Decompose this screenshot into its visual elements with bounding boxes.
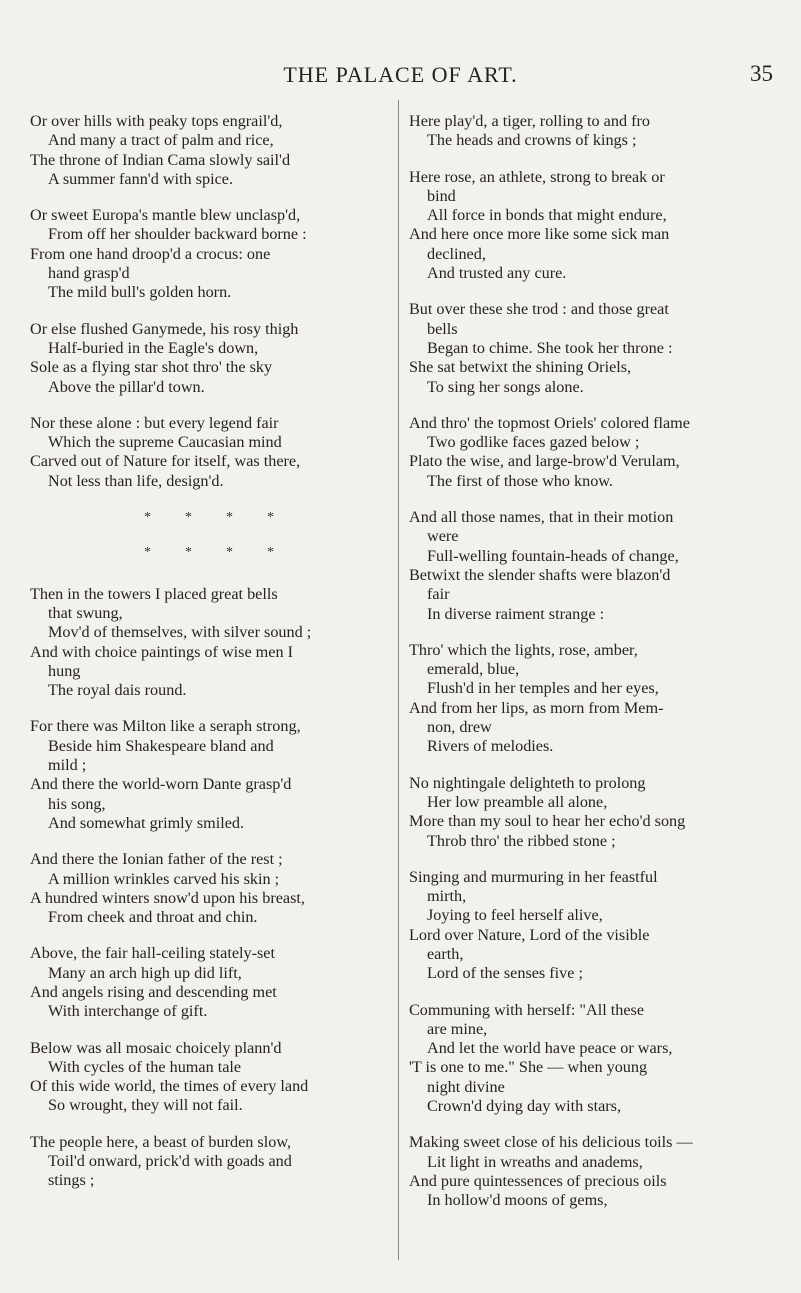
verse-line: Above, the fair hall-ceiling stately-set [30, 944, 275, 963]
verse-line: The people here, a beast of burden slow, [30, 1132, 291, 1151]
verse-line: night divine [427, 1077, 505, 1096]
verse-line: Lord over Nature, Lord of the visible [409, 925, 650, 944]
verse-line: And with choice paintings of wise men I [30, 642, 293, 661]
verse-line: And pure quintessences of precious oils [409, 1171, 667, 1190]
stanza [409, 300, 775, 396]
stanza [30, 717, 392, 833]
asterisk: * [144, 545, 185, 561]
verse-line: Lord of the senses five ; [427, 964, 583, 983]
verse-line: Which the supreme Caucasian mind [48, 433, 282, 452]
verse-line: fair [427, 585, 450, 604]
stanza [409, 414, 775, 491]
section-break-asterisks [60, 543, 392, 562]
verse-line: More than my soul to hear her echo'd song [409, 812, 686, 831]
verse-line: For there was Milton like a seraph strong, [30, 717, 301, 736]
verse-line: stings ; [48, 1171, 95, 1190]
verse-line: Making sweet close of his delicious toils — [409, 1133, 693, 1152]
verse-line: Full-welling fountain-heads of change, [427, 546, 679, 565]
verse-line: Throb thro' the ribbed stone ; [427, 831, 616, 850]
stanza [409, 168, 775, 284]
stanza [30, 585, 392, 701]
stanza [30, 320, 392, 397]
stanza [30, 1133, 392, 1191]
verse-line: In diverse raiment strange : [427, 604, 605, 623]
stanza [409, 508, 775, 624]
stanza [30, 850, 392, 927]
verse-line: mirth, [427, 887, 467, 906]
verse-line: She sat betwixt the shining Oriels, [409, 358, 632, 377]
verse-line: mild ; [48, 756, 87, 775]
stanza [409, 1001, 775, 1117]
verse-line: With interchange of gift. [48, 1002, 208, 1021]
verse-line: Carved out of Nature for itself, was there, [30, 452, 301, 471]
verse-line: And trusted any cure. [427, 264, 567, 283]
verse-line: And there the Ionian father of the rest ; [30, 850, 283, 869]
verse-line: And from her lips, as morn from Mem- [409, 698, 664, 717]
verse-line: And thro' the topmost Oriels' colored flame [409, 413, 690, 432]
verse-line: were [427, 527, 459, 546]
stanza [30, 944, 392, 1021]
verse-line: are mine, [427, 1019, 488, 1038]
verse-line: Sole as a flying star shot thro' the sky [30, 358, 273, 377]
verse-line: Below was all mosaic choicely plann'd [30, 1038, 282, 1057]
verse-line: 'T is one to me." She — when young [409, 1058, 648, 1077]
right-column [409, 112, 775, 1228]
verse-line: Rivers of melodies. [427, 737, 554, 756]
verse-line: Here play'd, a tiger, rolling to and fro [409, 112, 650, 130]
verse-line: bells [427, 319, 458, 338]
verse-line: With cycles of the human tale [48, 1057, 242, 1076]
verse-line: And here once more like some sick man [409, 225, 670, 244]
verse-line: declined, [427, 244, 486, 263]
stanza [30, 414, 392, 491]
verse-line: Began to chime. She took her throne : [427, 338, 673, 357]
verse-line: No nightingale delighteth to prolong [409, 773, 646, 792]
asterisk: * [185, 510, 226, 526]
verse-line: And angels rising and descending met [30, 982, 277, 1001]
verse-line: The mild bull's golden horn. [48, 283, 232, 302]
verse-line: All force in bonds that might endure, [427, 206, 667, 225]
verse-line: But over these she trod : and those great [409, 300, 669, 319]
verse-line: Many an arch high up did lift, [48, 963, 242, 982]
verse-line: Beside him Shakespeare bland and [48, 736, 274, 755]
verse-line: A hundred winters snow'd upon his breast, [30, 888, 305, 907]
verse-line: From off her shoulder backward borne : [48, 225, 307, 244]
stanza [409, 774, 775, 851]
verse-line: Above the pillar'd town. [48, 377, 205, 396]
verse-line: And many a tract of palm and rice, [48, 131, 274, 150]
verse-line: Not less than life, design'd. [48, 471, 224, 490]
running-title: THE PALACE OF ART. [283, 62, 518, 87]
verse-line: A summer fann'd with spice. [48, 169, 233, 188]
verse-line: Crown'd dying day with stars, [427, 1097, 622, 1116]
verse-line: In hollow'd moons of gems, [427, 1191, 608, 1210]
verse-line: hung [48, 661, 81, 680]
verse-line: Nor these alone : but every legend fair [30, 413, 279, 432]
verse-line: non, drew [427, 718, 492, 737]
page-number: 35 [750, 61, 773, 86]
verse-line: Half-buried in the Eagle's down, [48, 338, 259, 357]
asterisk: * [226, 510, 267, 526]
verse-line: Toil'd onward, prick'd with goads and [48, 1152, 292, 1171]
running-head [0, 62, 801, 92]
verse-line: Here rose, an athlete, strong to break or [409, 167, 665, 186]
verse-line: Thro' which the lights, rose, amber, [409, 640, 638, 659]
stanza [409, 112, 775, 151]
verse-line: Communing with herself: "All these [409, 1000, 645, 1019]
verse-line: To sing her songs alone. [427, 377, 584, 396]
verse-line: Her low preamble all alone, [427, 792, 608, 811]
asterisk: * [267, 510, 308, 526]
asterisk: * [144, 510, 185, 526]
stanza [30, 206, 392, 302]
left-column [30, 112, 392, 1208]
column-divider [398, 100, 399, 1260]
verse-line: The first of those who know. [427, 471, 613, 490]
stanza [30, 1039, 392, 1116]
verse-line: Joying to feel herself alive, [427, 906, 603, 925]
asterisk: * [185, 545, 226, 561]
verse-line: Of this wide world, the times of every land [30, 1077, 309, 1096]
stanza [409, 641, 775, 757]
verse-line: Or else flushed Ganymede, his rosy thigh [30, 319, 299, 338]
verse-line: And let the world have peace or wars, [427, 1039, 673, 1058]
verse-line: that swung, [48, 603, 123, 622]
verse-line: The royal dais round. [48, 681, 187, 700]
verse-line: A million wrinkles carved his skin ; [48, 869, 280, 888]
stanza [409, 1133, 775, 1210]
verse-line: Singing and murmuring in her feastful [409, 867, 658, 886]
stanza [30, 112, 392, 189]
verse-line: bind [427, 186, 456, 205]
verse-line: earth, [427, 944, 464, 963]
asterisk: * [267, 545, 308, 561]
verse-line: And all those names, that in their motion [409, 508, 674, 527]
verse-line: Or sweet Europa's mantle blew unclasp'd, [30, 206, 301, 225]
verse-line: And there the world-worn Dante grasp'd [30, 775, 292, 794]
verse-line: Flush'd in her temples and her eyes, [427, 679, 659, 698]
verse-line: The heads and crowns of kings ; [427, 131, 637, 150]
verse-line: Or over hills with peaky tops engrail'd, [30, 112, 283, 130]
verse-line: From one hand droop'd a crocus: one [30, 244, 271, 263]
verse-line: So wrought, they will not fail. [48, 1096, 243, 1115]
verse-line: Mov'd of themselves, with silver sound ; [48, 623, 312, 642]
verse-line: Then in the towers I placed great bells [30, 584, 278, 603]
verse-line: Lit light in wreaths and anadems, [427, 1152, 643, 1171]
verse-line: Plato the wise, and large-brow'd Verulam, [409, 452, 680, 471]
verse-line: Betwixt the slender shafts were blazon'd [409, 565, 671, 584]
verse-line: his song, [48, 794, 106, 813]
verse-line: The throne of Indian Cama slowly sail'd [30, 150, 291, 169]
verse-line: And somewhat grimly smiled. [48, 813, 245, 832]
asterisk: * [226, 545, 267, 561]
stanza [409, 868, 775, 984]
section-break-asterisks [60, 508, 392, 527]
verse-line: hand grasp'd [48, 264, 130, 283]
verse-line: emerald, blue, [427, 660, 520, 679]
verse-line: From cheek and throat and chin. [48, 908, 258, 927]
verse-line: Two godlike faces gazed below ; [427, 433, 640, 452]
